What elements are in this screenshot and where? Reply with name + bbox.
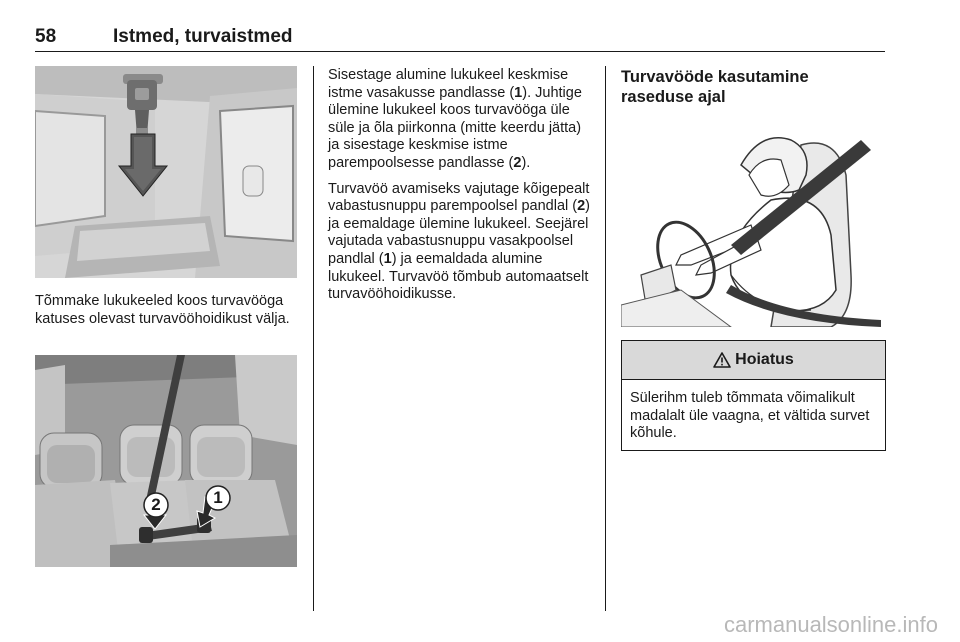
- page-number: 58: [35, 26, 57, 47]
- pregnant-driver-image: [621, 115, 884, 327]
- column-divider-1: [313, 66, 314, 611]
- paragraph-release-belt: Turvavöö avamiseks vajutage kõigepealt vabastusnuppu parempoolsel pandlal (2) ja eemaldage ülemine lukukeel. Seejärel vajutada vabastusnuppu vasakpoolsel pandlal (1) ja eemaldada alumine lukukeel. Turvavöö tõmbub automaatselt turvavööhoidikusse.: [328, 180, 591, 303]
- warning-triangle-icon: [713, 352, 731, 368]
- rear-seats-buckles-image: [35, 355, 297, 567]
- paragraph-insert-buckles: Sisestage alumine lukukeel keskmise istme vasakusse pandlasse (1). Juhtige ülemine lukukeel koos turvavööga üle süle ja õla piirkonna (mitte keerdu jätta) ja sisestage keskmise istme parempoolsesse pandlasse (2).: [328, 67, 582, 171]
- callout-label-1: 1: [213, 488, 223, 507]
- callout-label-2: 2: [151, 495, 161, 514]
- caption-pull-out: Tõmmake lukukeeled koos turvavööga katuses olevast turvavööhoidikust välja.: [35, 293, 290, 327]
- watermark: carmanualsonline.info: [723, 612, 938, 637]
- column-divider-2: [605, 66, 606, 611]
- ceiling-belt-holder-image: [35, 66, 297, 278]
- chapter-title: Istmed, turvaistmed: [113, 26, 293, 47]
- section-title: Turvavööde kasutamine raseduse ajal: [621, 68, 809, 106]
- warning-title: Hoiatus: [735, 351, 794, 368]
- instructions-text: [328, 67, 593, 312]
- warning-box: [621, 340, 886, 451]
- warning-body: Sülerihm tuleb tõmmata võimalikult madalalt üle vaagna, et vältida survet kõhule.: [630, 390, 870, 442]
- warning-header: [622, 341, 885, 380]
- page-header: [35, 26, 885, 50]
- header-rule: [35, 51, 885, 52]
